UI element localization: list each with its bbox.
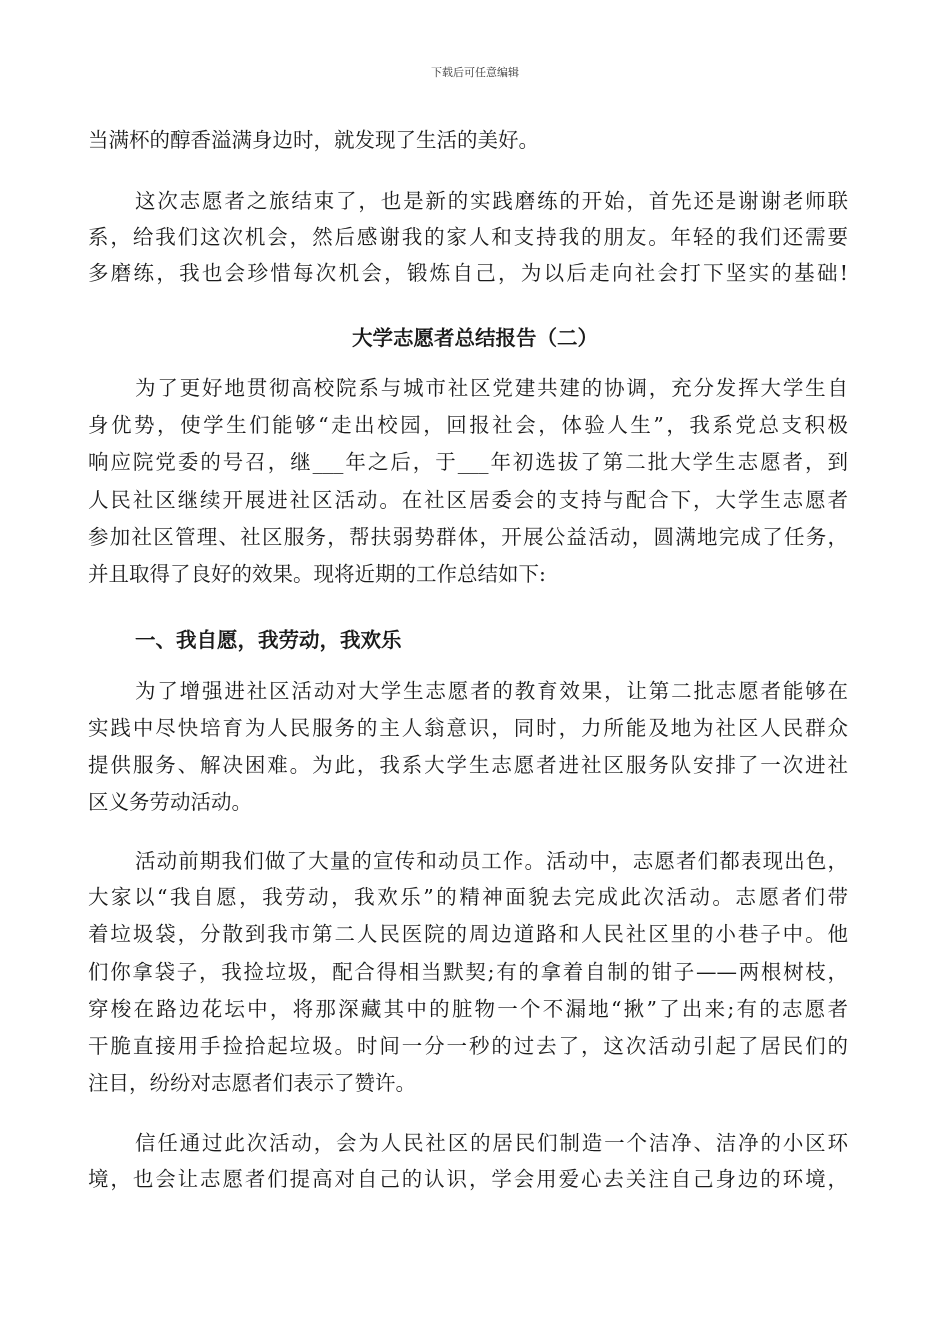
text-line: 信任通过此次活动，会为人民社区的居民们制造一个洁净、洁净的小区环 — [135, 1131, 848, 1155]
text-line: 当满杯的醇香溢满身边时，就发现了生活的美好。 — [88, 128, 539, 152]
text-line: 为了增强进社区活动对大学生志愿者的教育效果，让第二批志愿者能够在 — [135, 679, 848, 703]
text-line: 并且取得了良好的效果。现将近期的工作总结如下: — [88, 562, 546, 586]
text-line: 提供服务、解决困难。为此，我系大学生志愿者进社区服务队安排了一次进社 — [88, 753, 848, 777]
text-line: 多磨练，我也会珍惜每次机会，锻炼自己，为以后走向社会打下坚实的基础! — [88, 261, 848, 285]
text-line: 实践中尽快培育为人民服务的主人翁意识，同时，力所能及地为社区人民群众 — [88, 716, 848, 740]
text-line: 这次志愿者之旅结束了，也是新的实践磨练的开始，首先还是谢谢老师联 — [135, 189, 848, 213]
text-line: 穿梭在路边花坛中，将那深藏其中的脏物一个不漏地“揪”了出来;有的志愿者 — [88, 997, 848, 1021]
text-line: 参加社区管理、社区服务，帮扶弱势群体，开展公益活动，圆满地完成了任务， — [88, 525, 848, 549]
text-line: 干脆直接用手捡拾起垃圾。时间一分一秒的过去了，这次活动引起了居民们的 — [88, 1034, 848, 1058]
text-line: 着垃圾袋，分散到我市第二人民医院的周边道路和人民社区里的小巷子中。他 — [88, 922, 848, 946]
subsection-heading: 一、我自愿，我劳动，我欢乐 — [135, 628, 402, 652]
text-line: 身优势，使学生们能够“走出校园，回报社会，体验人生”，我系党总支积极 — [88, 413, 848, 437]
section-title: 大学志愿者总结报告（二） — [352, 326, 598, 350]
text-line: 为了更好地贯彻高校院系与城市社区党建共建的协调，充分发挥大学生自 — [135, 376, 848, 400]
text-line: 系，给我们这次机会，然后感谢我的家人和支持我的朋友。年轻的我们还需要 — [88, 225, 848, 249]
text-line: 大家以“我自愿，我劳动，我欢乐”的精神面貌去完成此次活动。志愿者们带 — [88, 885, 848, 909]
text-line: 们你拿袋子，我捡垃圾，配合得相当默契;有的拿着自制的钳子——两根树枝， — [88, 960, 848, 984]
text-line: 人民社区继续开展进社区活动。在社区居委会的支持与配合下，大学生志愿者 — [88, 488, 848, 512]
text-line: 活动前期我们做了大量的宣传和动员工作。活动中，志愿者们都表现出色， — [135, 849, 848, 873]
text-line: 境，也会让志愿者们提高对自己的认识，学会用爱心去关注自己身边的环境， — [88, 1167, 848, 1191]
text-line: 响应院党委的号召，继___年之后，于___年初选拔了第二批大学生志愿者，到 — [88, 450, 848, 474]
text-line: 区义务劳动活动。 — [88, 790, 252, 814]
page-header: 下载后可任意编辑 — [431, 66, 519, 79]
text-line: 注目，纷纷对志愿者们表示了赞许。 — [88, 1071, 416, 1095]
